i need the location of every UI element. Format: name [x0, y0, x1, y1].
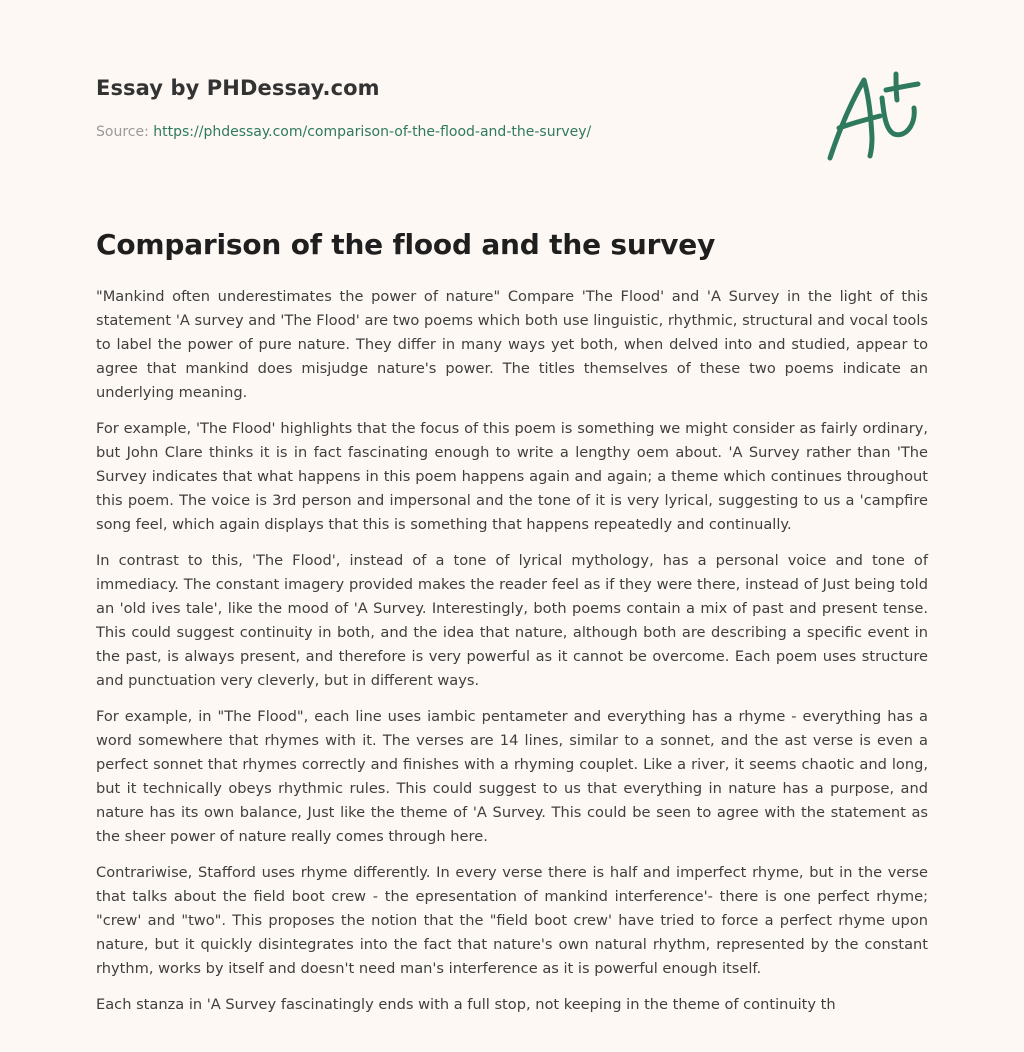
- essay-body: [96, 285, 928, 1029]
- a-plus-grade-icon: [824, 68, 924, 164]
- source-label: Source:: [96, 124, 149, 140]
- essay-paragraph-truncated: Each stanza in 'A Survey fascinatingly ends with a full stop, not keeping in the theme of continuity th: [96, 996, 836, 1013]
- essay-paragraph: For example, in "The Flood", each line uses iambic pentameter and everything has a rhyme - everything has a word somewhere that rhymes with it. The verses are 14 lines, similar to a sonnet, and the ast verse is even a perfect sonnet that rhymes correctly and finishes with a rhyming couplet. Like a river, it seems chaotic and long, but it technically obeys rhythmic rules. This could suggest to us that everything in nature has a purpose, and nature has its own balance, Just like the theme of 'A Survey. This could be seen to agree with the statement as the sheer power of nature really comes through here.: [96, 708, 928, 845]
- page-header: [96, 0, 928, 190]
- site-brand: Essay by PHDessay.com: [96, 76, 380, 100]
- essay-paragraph: In contrast to this, 'The Flood', instead of a tone of lyrical mythology, has a personal voice and tone of immediacy. The constant imagery provided makes the reader feel as if they were there, instead of Just being told an 'old ives tale', like the mood of 'A Survey. Interestingly, both poems contain a mix of past and present tense. This could suggest continuity in both, and the idea that nature, although both are describing a specific event in the past, is always present, and therefore is very powerful as it cannot be overcome. Each poem uses structure and punctuation very cleverly, but in different ways.: [96, 552, 928, 689]
- source-link[interactable]: https://phdessay.com/comparison-of-the-flood-and-the-survey/: [153, 124, 592, 140]
- essay-title: Comparison of the flood and the survey: [96, 228, 716, 261]
- source-line: [96, 124, 591, 140]
- essay-paragraph: "Mankind often underestimates the power of nature" Compare 'The Flood' and 'A Survey in the light of this statement 'A survey and 'The Flood' are two poems which both use linguistic, rhythmic, structural and vocal tools to label the power of pure nature. They differ in many ways yet both, when delved into and studied, appear to agree that mankind does misjudge nature's power. The titles themselves of these two poems indicate an underlying meaning.: [96, 288, 928, 401]
- essay-paragraph: For example, 'The Flood' highlights that the focus of this poem is something we might consider as fairly ordinary, but John Clare thinks it is in fact fascinating enough to write a lengthy oem about. 'A Survey rather than 'The Survey indicates that what happens in this poem happens again and again; a theme which continues throughout this poem. The voice is 3rd person and impersonal and the tone of it is very lyrical, suggesting to us a 'campfire song feel, which again displays that this is something that happens repeatedly and continually.: [96, 420, 928, 533]
- essay-paragraph: Contrariwise, Stafford uses rhyme differently. In every verse there is half and imperfect rhyme, but in the verse that talks about the field boot crew - the epresentation of mankind interference'- there is one perfect rhyme; "crew' and "two". This proposes the notion that the "field boot crew' have tried to force a perfect rhyme upon nature, but it quickly disintegrates into the fact that nature's own natural rhythm, represented by the constant rhythm, works by itself and doesn't need man's interference as it is powerful enough itself.: [96, 864, 928, 977]
